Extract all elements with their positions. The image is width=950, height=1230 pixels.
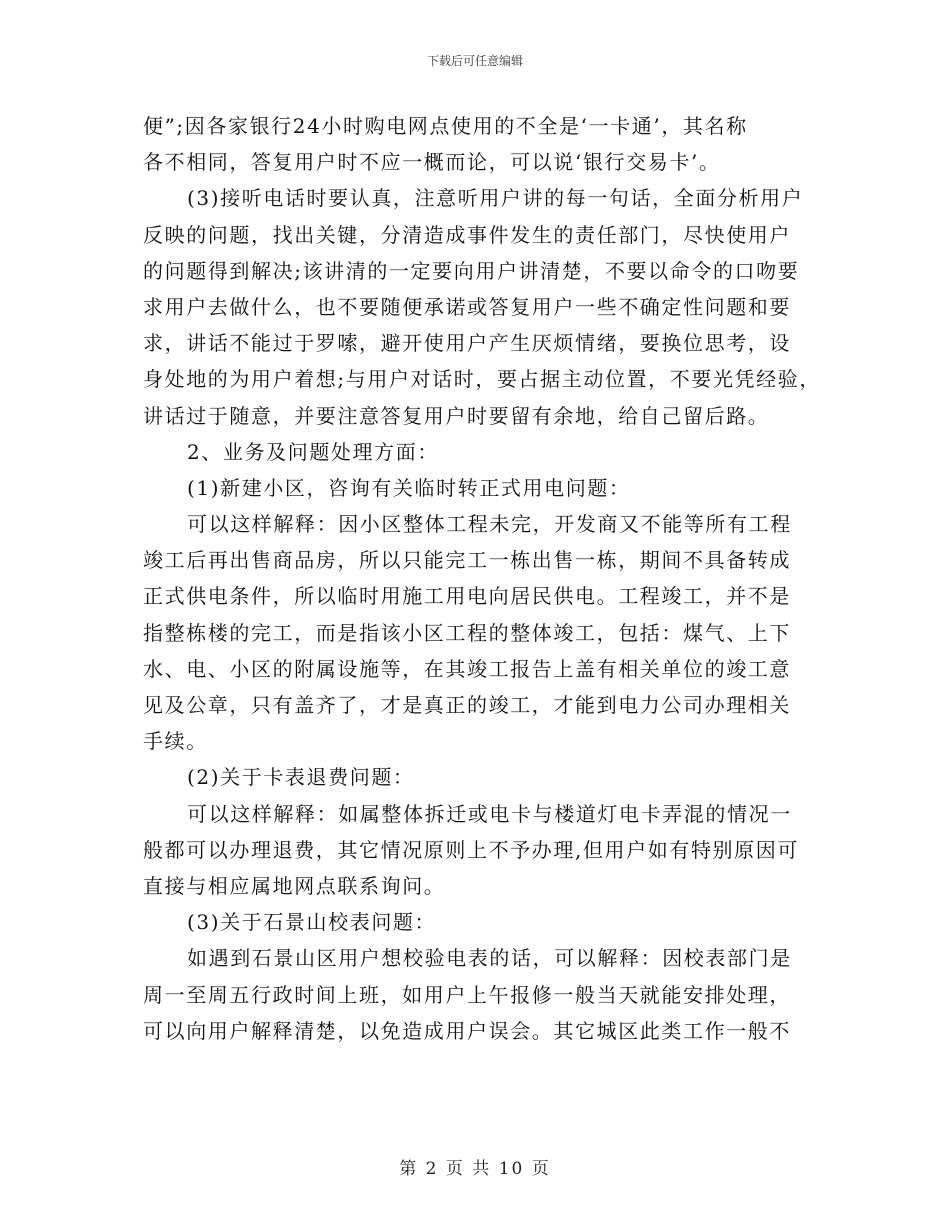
text-line: 竣工后再出售商品房，所以只能完工一栋出售一栋，期间不具备转成 <box>143 548 791 573</box>
page-header: 下载后可任意编辑 <box>426 54 523 68</box>
text-line: (3)接听电话时要认真，注意听用户讲的每一句话，全面分析用户 <box>187 186 804 211</box>
text-line: 直接与相应属地网点联系询问。 <box>143 873 446 898</box>
text-line: (1)新建小区，咨询有关临时转正式用电问题： <box>187 475 631 500</box>
text-line: 周一至周五行政时间上班，如用户上午报修一般当天就能安排处理， <box>143 982 791 1007</box>
text-line: 各不相同，答复用户时不应一概而论，可以说‘银行交易卡’。 <box>143 150 721 175</box>
text-line: 见及公章，只有盖齐了，才是真正的竣工，才能到电力公司办理相关 <box>143 693 791 717</box>
text-line: 正式供电条件，所以临时用施工用电向居民供电。工程竣工，并不是 <box>143 584 791 609</box>
text-line: 可以这样解释：如属整体拆迁或电卡与楼道灯电卡弄混的情况一 <box>187 801 792 826</box>
text-line: 讲话过于随意，并要注意答复用户时要留有余地，给自己留后路。 <box>143 403 770 428</box>
text-line: 如遇到石景山区用户想校验电表的话，可以解释：因校表部门是 <box>187 946 792 971</box>
text-line: 求用户去做什么，也不要随便承诺或答复用户一些不确定性问题和要 <box>143 294 791 319</box>
text-line: 便”;因各家银行24小时购电网点使用的不全是‘一卡通’，其名称 <box>143 114 748 138</box>
text-line: 般都可以办理退费，其它情况原则上不予办理,但用户如有特别原因可 <box>143 837 799 862</box>
text-line: 手续。 <box>143 729 208 754</box>
text-line: 身处地的为用户着想;与用户对话时，要占据主动位置，不要光凭经验， <box>143 367 821 392</box>
text-line: (2)关于卡表退费问题： <box>187 765 415 790</box>
text-line: 可以向用户解释清楚，以免造成用户误会。其它城区此类工作一般不 <box>143 1018 791 1043</box>
text-line: 反映的问题，找出关键，分清造成事件发生的责任部门，尽快使用户 <box>143 222 791 247</box>
text-line: (3)关于石景山校表问题： <box>187 910 437 935</box>
text-line: 可以这样解释：因小区整体工程未完，开发商又不能等所有工程 <box>187 512 792 537</box>
text-line: 2、业务及问题处理方面： <box>187 439 439 464</box>
text-line: 水、电、小区的附属设施等，在其竣工报告上盖有相关单位的竣工意 <box>143 656 791 681</box>
text-line: 的问题得到解决;该讲清的一定要向用户讲清楚，不要以命令的口吻要 <box>143 258 800 283</box>
text-line: 求，讲话不能过于罗嗦，避开使用户产生厌烦情绪，要换位思考，设 <box>143 331 791 356</box>
page-number: 第 2 页 共 10 页 <box>399 1159 551 1179</box>
text-line: 指整栋楼的完工，而是指该小区工程的整体竣工，包括：煤气、上下 <box>143 620 791 645</box>
document-body <box>143 108 823 1049</box>
